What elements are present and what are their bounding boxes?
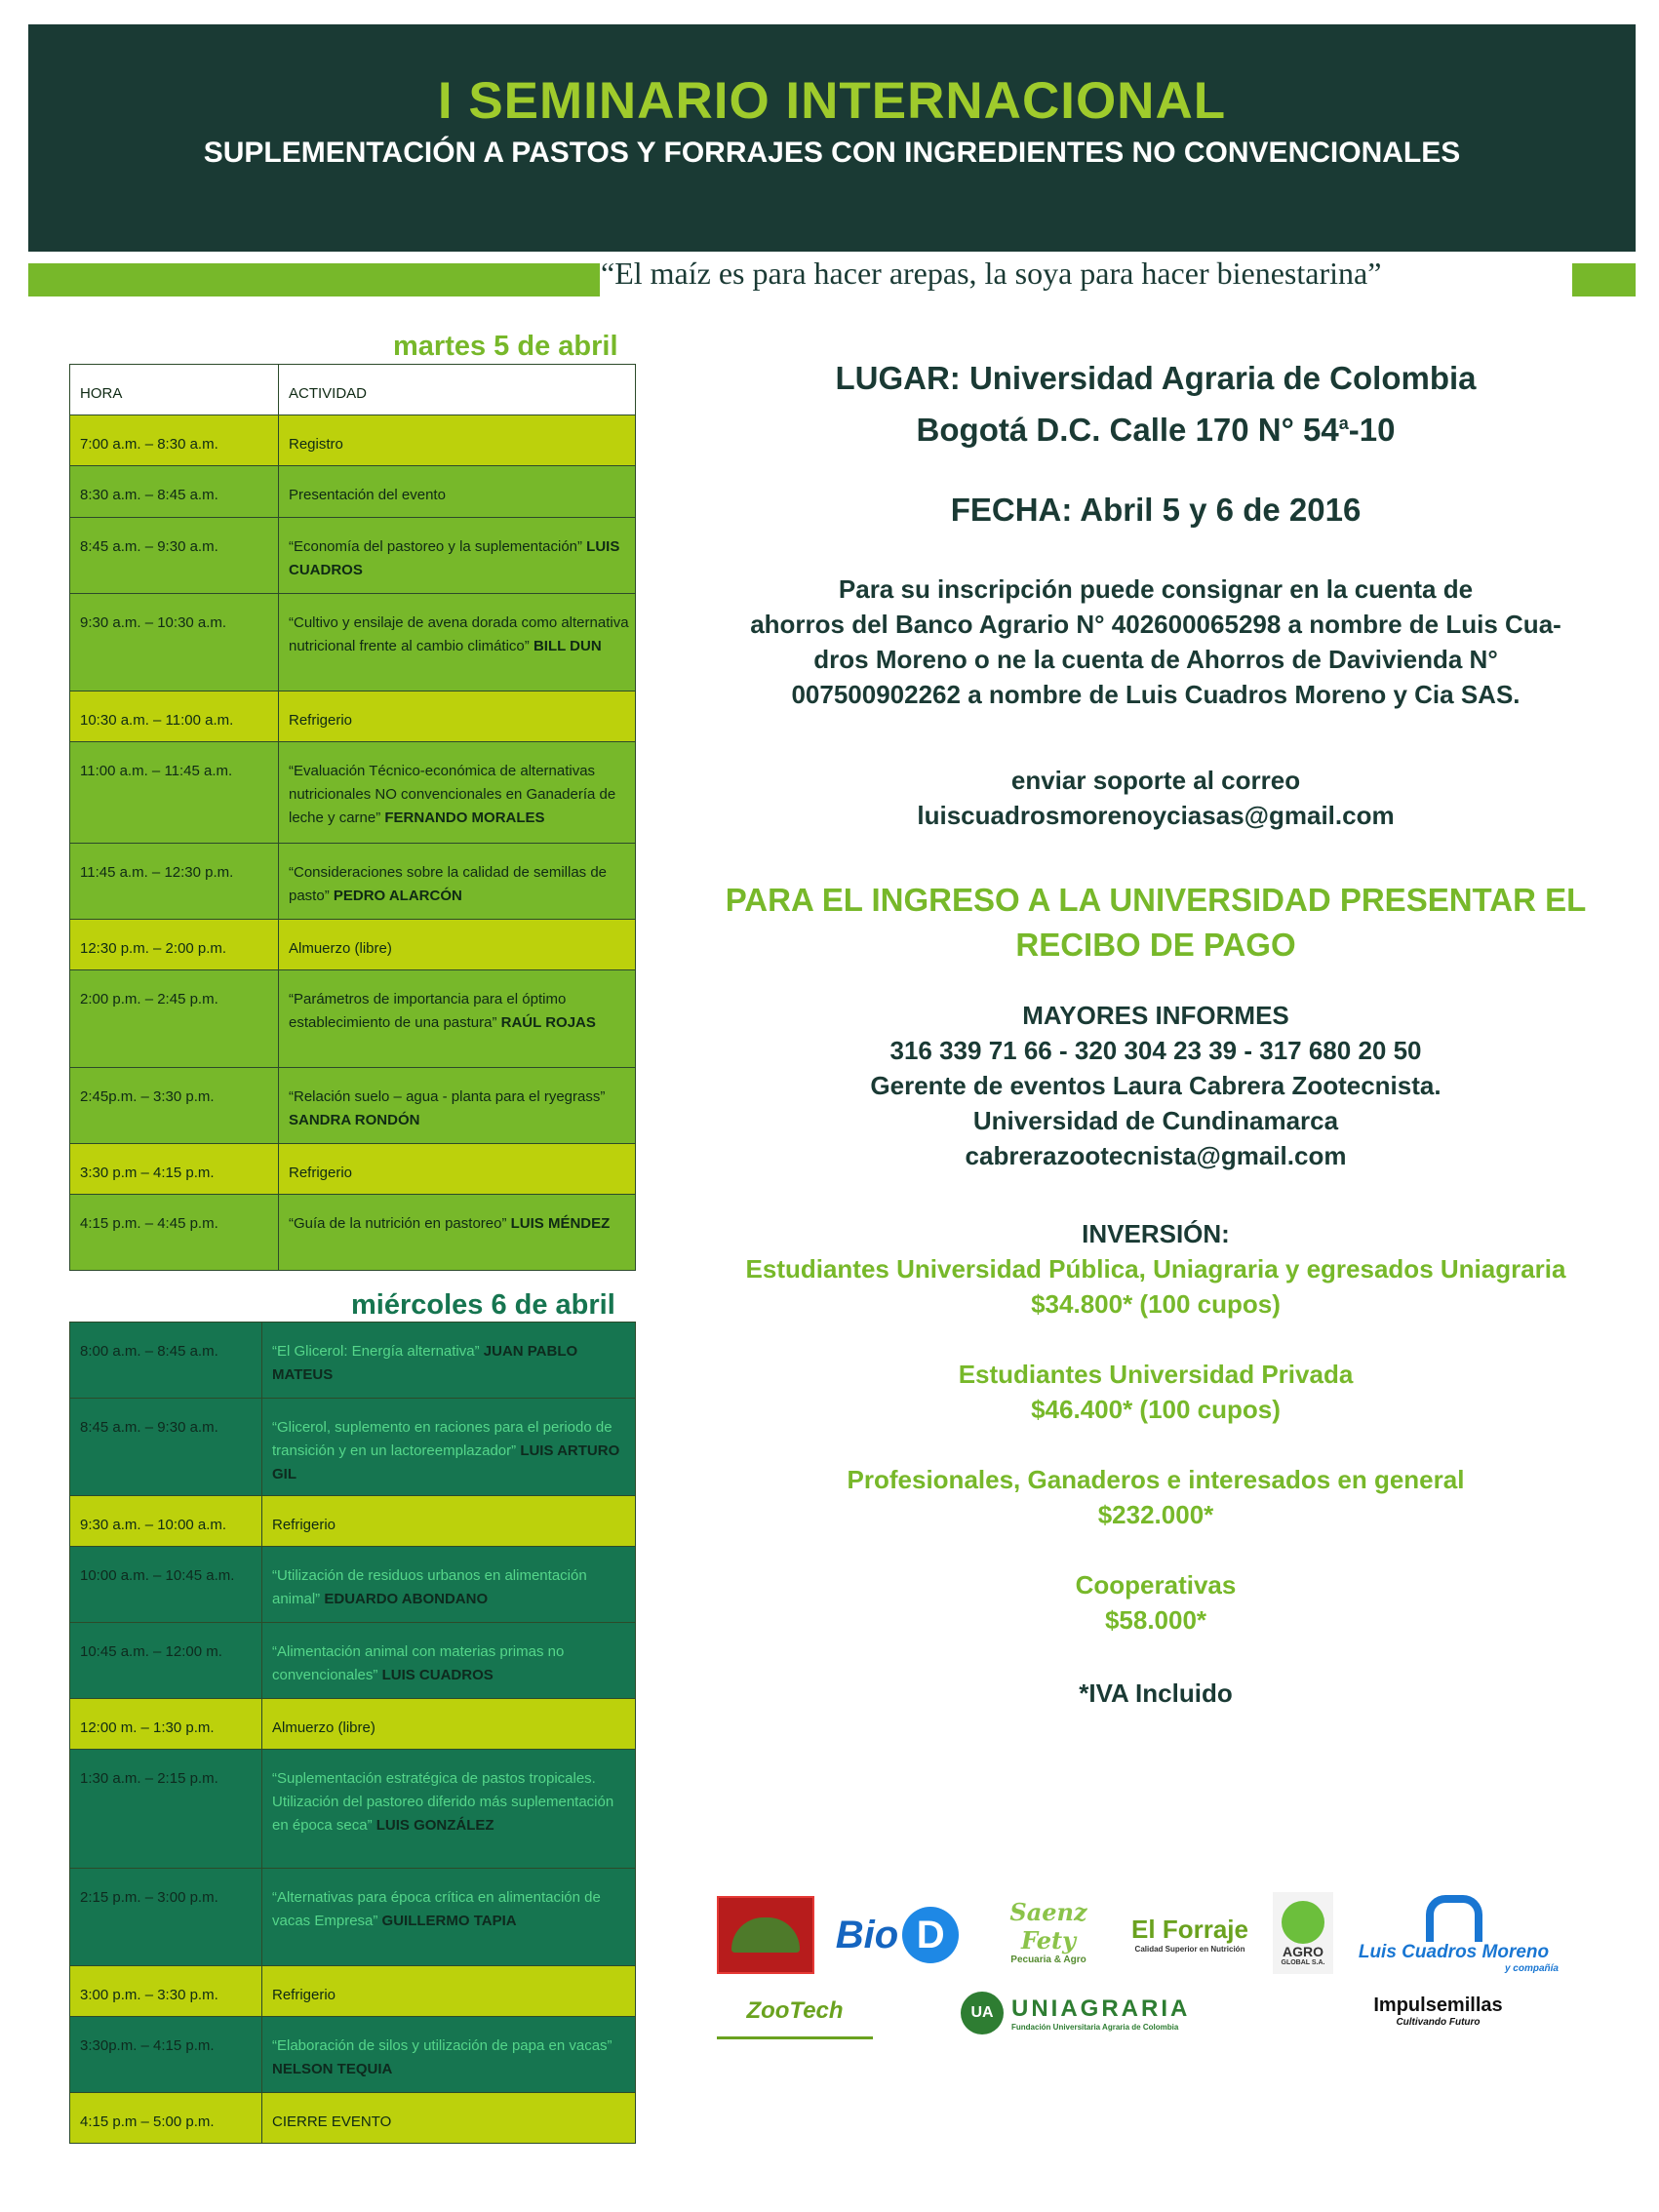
- speaker-name: LUIS CUADROS: [289, 538, 620, 578]
- day1-schedule-table: [69, 364, 636, 1271]
- ingreso-line: PARA EL INGRESO A LA UNIVERSIDAD PRESENTAR EL: [725, 882, 1587, 918]
- actividad-title: Almuerzo (libre): [272, 1719, 375, 1736]
- table-row: [70, 1323, 636, 1399]
- actividad-title: “Utilización de residuos urbanos en alimentación animal”: [272, 1567, 587, 1607]
- speaker-name: JUAN PABLO MATEUS: [272, 1343, 578, 1383]
- biod-text: Bio: [835, 1913, 899, 1956]
- hora-cell: 10:00 a.m. – 10:45 a.m.: [70, 1547, 262, 1623]
- agro-global-logo: [1273, 1892, 1333, 1974]
- actividad-title: “Economía del pastoreo y la suplementación”: [289, 538, 582, 555]
- inversion-price: $46.400* (100 cupos): [1031, 1395, 1281, 1424]
- day1-heading: martes 5 de abril: [393, 331, 618, 362]
- table-row: [70, 1068, 636, 1144]
- inscripcion-block: [644, 572, 1659, 712]
- table-header-row: [70, 365, 636, 415]
- inversion-label: Profesionales, Ganaderos e interesados en general: [847, 1465, 1465, 1494]
- actividad-cell: [262, 2093, 636, 2144]
- table-row: [70, 1750, 636, 1869]
- hora-cell: 11:00 a.m. – 11:45 a.m.: [70, 742, 279, 844]
- informes-gerente: Gerente de eventos Laura Cabrera Zootecnista.: [870, 1071, 1442, 1100]
- table-row: [70, 1144, 636, 1195]
- inversion-label: Estudiantes Universidad Privada: [958, 1360, 1354, 1389]
- speaker-name: GUILLERMO TAPIA: [381, 1913, 517, 1929]
- actividad-title: Presentación del evento: [289, 487, 446, 503]
- actividad-cell: [262, 1623, 636, 1699]
- table-row: [70, 1496, 636, 1547]
- actividad-title: Refrigerio: [272, 1987, 336, 2003]
- actividad-cell: [279, 691, 636, 742]
- actividad-title: Refrigerio: [272, 1517, 336, 1533]
- day2-schedule-table: [69, 1322, 636, 2144]
- hora-cell: 8:30 a.m. – 8:45 a.m.: [70, 466, 279, 518]
- speaker-name: LUIS GONZÁLEZ: [375, 1817, 494, 1834]
- hora-cell: 7:00 a.m. – 8:30 a.m.: [70, 415, 279, 466]
- speaker-name: PEDRO ALARCÓN: [333, 888, 462, 904]
- actividad-cell: [262, 2017, 636, 2093]
- impulsemillas-text: Impulsemillas: [1373, 1995, 1503, 2016]
- actividad-title: “Alternativas para época crítica en alimentación de vacas Empresa”: [272, 1889, 601, 1929]
- actividad-title: “Consideraciones sobre la calidad de semillas de pasto”: [289, 864, 608, 904]
- actividad-title: Refrigerio: [289, 1165, 353, 1181]
- table-row: [70, 466, 636, 518]
- ingreso-notice: [644, 878, 1659, 968]
- informes-universidad: Universidad de Cundinamarca: [972, 1106, 1339, 1135]
- actividad-title: “Parámetros de importancia para el óptimo establecimiento de una pastura”: [289, 991, 567, 1031]
- soporte-email: luiscuadrosmorenoyciasas@gmail.com: [917, 801, 1395, 830]
- actividad-title: “Elaboración de silos y utilización de papa en vacas”: [272, 2037, 612, 2054]
- actividad-title: “Suplementación estratégica de pastos tropicales. Utilización del pastoreo diferido más suplementación en época seca”: [272, 1770, 614, 1834]
- table-row: [70, 1966, 636, 2017]
- forraje-sub: Calidad Superior en Nutrición: [1134, 1945, 1245, 1954]
- table-row: [70, 920, 636, 970]
- informes-block: [644, 998, 1659, 1173]
- saenz-fety-logo: [985, 1892, 1112, 1970]
- green-bar-right: [1572, 263, 1636, 296]
- impulsemillas-sub: Cultivando Futuro: [1396, 2017, 1481, 2028]
- hora-cell: 10:45 a.m. – 12:00 m.: [70, 1623, 262, 1699]
- inscripcion-line: 007500902262 a nombre de Luis Cuadros Moreno y Cia SAS.: [791, 680, 1521, 709]
- lugar-sup: a: [1338, 414, 1349, 433]
- actividad-title: “Glicerol, suplemento en raciones para el periodo de transición y en un lactoreemplazador”: [272, 1419, 612, 1459]
- actividad-cell: [279, 466, 636, 518]
- inversion-label: Cooperativas: [1075, 1570, 1237, 1600]
- speaker-name: RAÚL ROJAS: [500, 1014, 596, 1031]
- col-hora: HORA: [70, 365, 279, 415]
- saenz-sub: Pecuaria & Agro: [1010, 1954, 1086, 1965]
- hora-cell: 3:30p.m. – 4:15 p.m.: [70, 2017, 262, 2093]
- table-row: [70, 1195, 636, 1271]
- speaker-name: NELSON TEQUIA: [272, 2061, 393, 2077]
- speaker-name: BILL DUN: [533, 638, 602, 654]
- uniagraria-sub: Fundación Universitaria Agraria de Colombia: [1011, 2022, 1179, 2032]
- actividad-cell: [279, 415, 636, 466]
- hora-cell: 12:00 m. – 1:30 p.m.: [70, 1699, 262, 1750]
- inversion-title: INVERSIÓN:: [1082, 1219, 1230, 1248]
- table-row: [70, 970, 636, 1068]
- soporte-block: [644, 763, 1659, 833]
- actividad-cell: [279, 518, 636, 594]
- lugar-line-2: [644, 401, 1659, 453]
- speaker-name: LUIS ARTURO GIL: [272, 1442, 620, 1482]
- hora-cell: 4:15 p.m. – 4:45 p.m.: [70, 1195, 279, 1271]
- iva-note: *IVA Incluido: [1079, 1679, 1233, 1708]
- actividad-cell: [262, 1547, 636, 1623]
- quote: “El maíz es para hacer arepas, la soya para hacer bienestarina”: [601, 256, 1382, 291]
- informes-phones: 316 339 71 66 - 320 304 23 39 - 317 680 20 50: [889, 1036, 1422, 1065]
- hora-cell: 8:45 a.m. – 9:30 a.m.: [70, 1399, 262, 1496]
- cattle-logo: [717, 1896, 814, 1974]
- actividad-cell: [279, 844, 636, 920]
- header-banner: [28, 24, 1636, 252]
- table-row: [70, 691, 636, 742]
- actividad-title: “Alimentación animal con materias primas no convencionales”: [272, 1643, 565, 1683]
- inversion-price: $34.800* (100 cupos): [1031, 1289, 1281, 1319]
- actividad-cell: [279, 742, 636, 844]
- actividad-title: Almuerzo (libre): [289, 940, 392, 957]
- hora-cell: 9:30 a.m. – 10:00 a.m.: [70, 1496, 262, 1547]
- inversion-price: $232.000*: [1097, 1500, 1214, 1529]
- table-row: [70, 1869, 636, 1966]
- day2-heading: miércoles 6 de abril: [351, 1289, 615, 1321]
- soporte-label: enviar soporte al correo: [1010, 766, 1301, 795]
- actividad-cell: [262, 1966, 636, 2017]
- inscripcion-line: dros Moreno o ne la cuenta de Ahorros de Davivienda N°: [813, 645, 1498, 674]
- globe-icon: [1282, 1901, 1324, 1944]
- actividad-title: “Relación suelo – agua - planta para el ryegrass”: [289, 1088, 606, 1105]
- actividad-title: “El Glicerol: Energía alternativa”: [272, 1343, 480, 1360]
- hora-cell: 8:45 a.m. – 9:30 a.m.: [70, 518, 279, 594]
- lugar-line-1: LUGAR: Universidad Agraria de Colombia: [835, 360, 1477, 396]
- inversion-label: Estudiantes Universidad Pública, Uniagraria y egresados Uniagraria: [745, 1254, 1566, 1284]
- lcm-text: Luis Cuadros Moreno: [1358, 1941, 1550, 1962]
- actividad-cell: [262, 1496, 636, 1547]
- actividad-title: “Evaluación Técnico-económica de alternativas nutricionales NO convencionales en Ganadería de leche y carne”: [289, 763, 616, 826]
- actividad-cell: [262, 1750, 636, 1869]
- inversion-price: $58.000*: [1104, 1605, 1207, 1635]
- actividad-cell: [262, 1323, 636, 1399]
- agro-text: AGRO: [1283, 1943, 1323, 1959]
- hora-cell: 8:00 a.m. – 8:45 a.m.: [70, 1323, 262, 1399]
- table-row: [70, 1699, 636, 1750]
- table-row: [70, 594, 636, 691]
- hora-cell: 12:30 p.m. – 2:00 p.m.: [70, 920, 279, 970]
- zootech-logo: [717, 1986, 873, 2039]
- actividad-title: CIERRE EVENTO: [272, 2113, 392, 2130]
- agro-sub: GLOBAL S.A.: [1281, 1958, 1325, 1966]
- sponsor-logos: [678, 1882, 1590, 2048]
- actividad-cell: [279, 920, 636, 970]
- actividad-title: “Guía de la nutrición en pastoreo”: [289, 1215, 507, 1232]
- luis-cuadros-logo: [1349, 1888, 1559, 1980]
- hora-cell: 2:15 p.m. – 3:00 p.m.: [70, 1869, 262, 1966]
- lcm-mark-icon: [1426, 1895, 1482, 1942]
- hora-cell: 11:45 a.m. – 12:30 p.m.: [70, 844, 279, 920]
- actividad-title: “Cultivo y ensilaje de avena dorada como alternativa nutricional frente al cambio climático”: [289, 614, 629, 654]
- actividad-cell: [279, 1068, 636, 1144]
- page-subtitle: SUPLEMENTACIÓN A PASTOS Y FORRAJES CON INGREDIENTES NO CONVENCIONALES: [203, 137, 1461, 169]
- actividad-cell: [262, 1699, 636, 1750]
- informes-title: MAYORES INFORMES: [1022, 1001, 1289, 1030]
- table-row: [70, 1399, 636, 1496]
- impulsemillas-logo: [1333, 1984, 1543, 2038]
- table-row: [70, 415, 636, 466]
- uniagraria-logo: [961, 1988, 1283, 2038]
- inversion-block: [644, 1251, 1659, 1638]
- lugar-address-end: -10: [1348, 412, 1396, 448]
- forraje-text: El Forraje: [1131, 1915, 1248, 1944]
- inscripcion-line: Para su inscripción puede consignar en la cuenta de: [838, 574, 1474, 604]
- actividad-cell: [279, 594, 636, 691]
- actividad-cell: [262, 1399, 636, 1496]
- speaker-name: LUIS MÉNDEZ: [510, 1215, 611, 1232]
- table-row: [70, 844, 636, 920]
- table-row: [70, 2093, 636, 2144]
- hora-cell: 3:00 p.m. – 3:30 p.m.: [70, 1966, 262, 2017]
- table-row: [70, 2017, 636, 2093]
- ingreso-line: RECIBO DE PAGO: [1015, 927, 1296, 963]
- hora-cell: 4:15 p.m – 5:00 p.m.: [70, 2093, 262, 2144]
- biod-logo: [824, 1900, 970, 1970]
- actividad-cell: [279, 1195, 636, 1271]
- table-row: [70, 742, 636, 844]
- speaker-name: EDUARDO ABONDANO: [324, 1591, 489, 1607]
- lugar-address: Bogotá D.C. Calle 170 N° 54: [916, 412, 1339, 448]
- hora-cell: 1:30 a.m. – 2:15 p.m.: [70, 1750, 262, 1869]
- hora-cell: 3:30 p.m – 4:15 p.m.: [70, 1144, 279, 1195]
- hora-cell: 2:45p.m. – 3:30 p.m.: [70, 1068, 279, 1144]
- speaker-name: SANDRA RONDÓN: [289, 1112, 420, 1128]
- speaker-name: LUIS CUADROS: [381, 1667, 494, 1683]
- hora-cell: 2:00 p.m. – 2:45 p.m.: [70, 970, 279, 1068]
- el-forraje-logo: [1126, 1900, 1253, 1968]
- table-row: [70, 1547, 636, 1623]
- inscripcion-line: ahorros del Banco Agrario N° 402600065298 a nombre de Luis Cua-: [750, 610, 1561, 639]
- informes-email: cabrerazootecnista@gmail.com: [965, 1141, 1347, 1170]
- speaker-name: FERNANDO MORALES: [384, 810, 545, 826]
- zootech-text: ZooTech: [746, 1997, 844, 2024]
- actividad-title: Refrigerio: [289, 712, 353, 729]
- biod-circle: D: [902, 1907, 959, 1963]
- hora-cell: 9:30 a.m. – 10:30 a.m.: [70, 594, 279, 691]
- actividad-title: Registro: [289, 436, 343, 453]
- table-row: [70, 1623, 636, 1699]
- table-row: [70, 518, 636, 594]
- green-bar-left: [28, 263, 600, 296]
- col-actividad: ACTIVIDAD: [279, 365, 636, 415]
- page-title: I SEMINARIO INTERNACIONAL: [437, 72, 1227, 130]
- actividad-cell: [279, 970, 636, 1068]
- actividad-cell: [262, 1869, 636, 1966]
- hora-cell: 10:30 a.m. – 11:00 a.m.: [70, 691, 279, 742]
- ua-circle: UA: [961, 1992, 1004, 2034]
- lcm-sub: y compañía: [1504, 1962, 1559, 1974]
- fecha: FECHA: Abril 5 y 6 de 2016: [950, 492, 1362, 528]
- saenz-text: Saenz Fety: [1009, 1897, 1087, 1955]
- actividad-cell: [279, 1144, 636, 1195]
- uniagraria-text: UNIAGRARIA: [1011, 1995, 1191, 2022]
